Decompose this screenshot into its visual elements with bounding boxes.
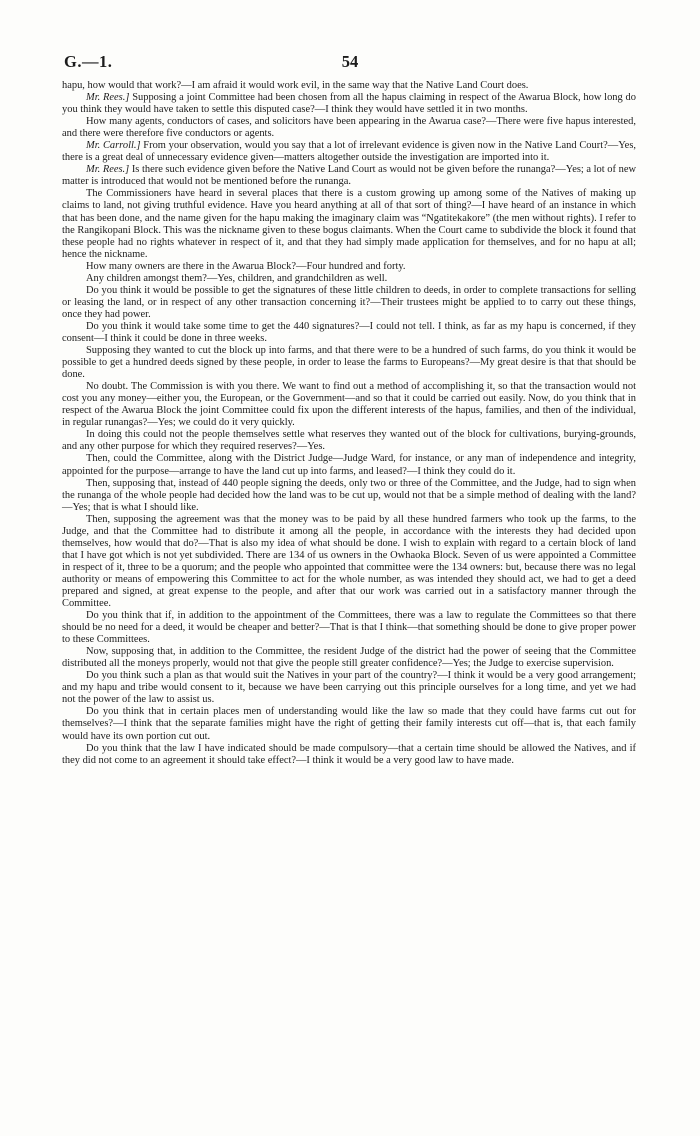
paragraph: Then, supposing that, instead of 440 people signing the deeds, only two or three of the Committee, and the Judge, had to sign when the runanga of the whole people had decided how the land was to be cut up, would not that be a simple method of dealing with the land?—Yes; that is what I should like.	[62, 477, 636, 513]
paragraph: The Commissioners have heard in several places that there is a custom growing up among some of the Natives of making up claims to land, not giving truthful evidence. Have you heard anything at all of that sort of thing?—I have heard of an instance in which that has been done, and the name given for the hapu making the imaginary claim was “Ngatitekakore” (the men without rights). I refer to the Rangikopani Block. This was the nickname given to these bogus claimants. When the Court came to subdivide the block it found that these people had no rights whatever in respect of it, and that they had simply made application for themselves, and for no hapu at all; hence the nickname.	[62, 188, 636, 260]
paragraph: Then, could the Committee, along with the District Judge—Judge Ward, for instance, or any man of independence and integrity, appointed for the purpose—arrange to have the land cut up into farms, and leased?—I think they could do it.	[62, 453, 636, 477]
paragraph: Any children amongst them?—Yes, children, and grandchildren as well.	[86, 272, 388, 284]
paragraph: Do you think that if, in addition to the appointment of the Committees, there was a law to regulate the Committees so that there should be no need for a deed, it would be cheaper and better?—That is that I think—that something should be done to give proper power to these Committees.	[62, 610, 636, 646]
paragraph: How many owners are there in the Awarua Block?—Four hundred and forty.	[86, 260, 406, 272]
paragraph: How many agents, conductors of cases, and solicitors have been appearing in the Awarua case?—There were five hapus interested, and there were therefore five conductors or agents.	[62, 116, 636, 140]
paragraph: Do you think that the law I have indicated should be made compulsory—that a certain time should be allowed the Natives, and if they did not come to an agreement it should take effect?—I think it would be a very good law to have made.	[62, 742, 636, 766]
paragraph: Mr. Rees.] Supposing a joint Committee had been chosen from all the hapus claiming in respect of the Awarua Block, how long do you think they would have taken to settle this disputed case?—I think they would have settled it in two months.	[62, 92, 636, 116]
paragraph: Now, supposing that, in addition to the Committee, the resident Judge of the district had the power of seeing that the Committee distributed all the moneys properly, would not that give the people still greater confidence?—Yes; the Judge to exercise supervision.	[62, 646, 636, 670]
paragraph: No doubt. The Commission is with you there. We want to find out a method of accomplishing it, so that the transaction would not cost you any money—either you, the European, or the Government—and so that it could be carried out easily. Now, do you think that in respect of the Awarua Block the joint Committee could fix upon the different interests of the hapus, families, and then of the individual, in regular runangas?—Yes; we could do it very quickly.	[62, 381, 636, 429]
page-header	[64, 52, 636, 74]
document-id: G.—1.	[64, 52, 113, 71]
paragraph: Do you think it would take some time to get the 440 signatures?—I could not tell. I think, as far as my hapu is concerned, if they consent—I think it could be done in three weeks.	[62, 320, 636, 344]
document-body	[62, 80, 636, 767]
paragraph: Do you think it would be possible to get the signatures of these little children to deeds, in order to complete transactions for selling or leasing the land, or in respect of any other transaction concerning it?—Their trustees might be applied to to carry out these things, once they had power.	[62, 284, 636, 320]
speaker-label: Mr. Rees.]	[86, 92, 130, 104]
paragraph: Do you think that in certain places men of understanding would like the law so made that they could have farms cut out for themselves?—I think that the separate families might have the right of getting their family interests cut off—that is, that each family would have its own portion cut out.	[62, 706, 636, 742]
paragraph: hapu, how would that work?—I am afraid it would work evil, in the same way that the Native Land Court does.	[62, 80, 529, 91]
paragraph: Supposing they wanted to cut the block up into farms, and that there were to be a hundred of such farms, do you think it would be possible to get a hundred deeds signed by these people, in order to lease the farms to Europeans?—My great desire is that that should be done.	[62, 345, 636, 381]
paragraph: In doing this could not the people themselves settle what reserves they wanted out of the block for cultivations, burying-grounds, and any other purpose for which they required reserves?—Yes.	[62, 429, 636, 453]
speaker-label: Mr. Rees.]	[86, 164, 130, 176]
paragraph: Then, supposing the agreement was that the money was to be paid by all these hundred farmers who took up the farms, to the Judge, and that the Committee had to distribute it among all the people, in accordance with the interests they had decided upon themselves, how would that do?—That is also my idea of what should be done. I wish to explain with regard to a certain block of land that I have got which is not yet subdivided. There are 134 of us owners in the Owhaoka Block. Seven of us were appointed a Committee in respect of it, three to be a quorum; and the people who appointed that committee were the 134 owners: but, because there was no legal authority or means of empowering this Committee to act for the whole number, as was intended they should act, we had to get a deed prepared and signed, at great expense to the people, and after that our work was carried out in a satisfactory manner through the Committee.	[62, 513, 636, 610]
paragraph: Do you think such a plan as that would suit the Natives in your part of the country?—I think it would be a very good arrangement; and my hapu and tribe would consent to it, because we have been carrying out this principle ourselves for a long time, and yet we had not the power of the law to assist us.	[62, 670, 636, 706]
page-number: 54	[341, 52, 359, 71]
speaker-label: Mr. Carroll.]	[86, 140, 141, 152]
paragraph: Mr. Carroll.] From your observation, would you say that a lot of irrelevant evidence is given now in the Native Land Court?—Yes, there is a great deal of unnecessary evidence given—matters altogether outside the investigation are imported into it.	[62, 140, 636, 164]
paragraph: Mr. Rees.] Is there such evidence given before the Native Land Court as would not be given before the runanga?—Yes; a lot of new matter is introduced that would not be mentioned before the runanga.	[62, 164, 636, 188]
